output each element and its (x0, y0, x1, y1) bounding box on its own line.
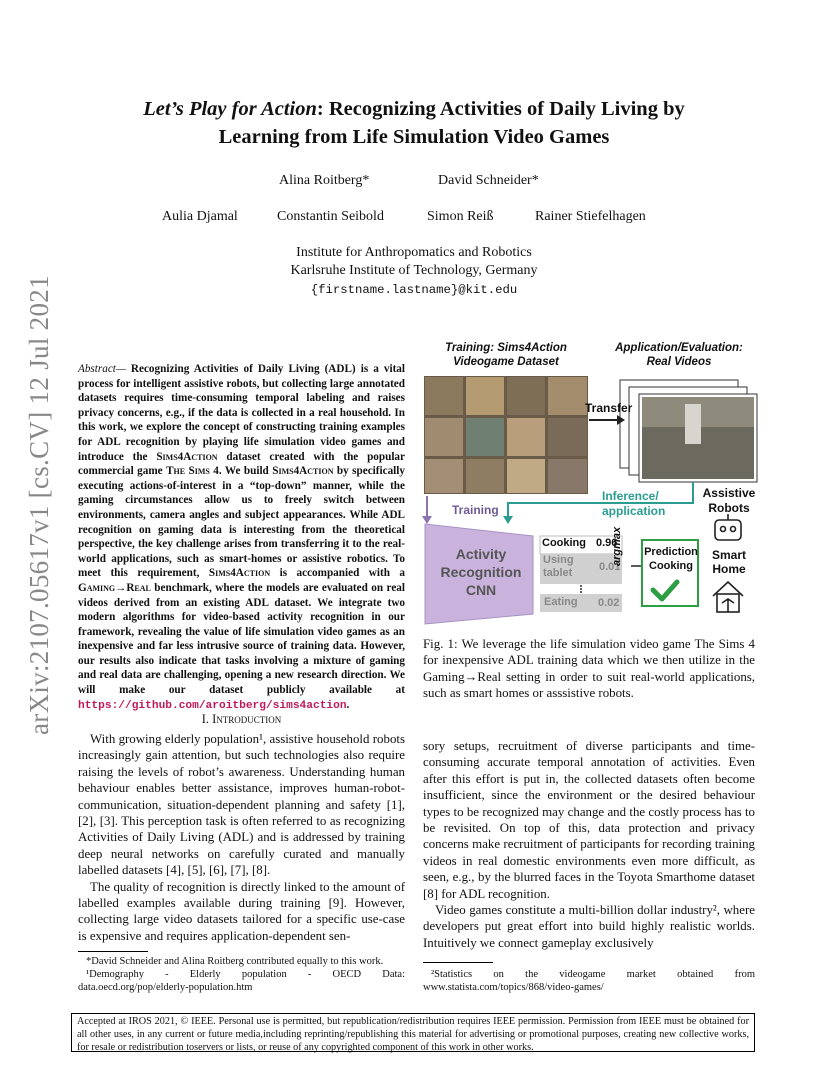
abstract: Abstract— Recognizing Activities of Daily Living (ADL) is a vital process for intelligent assistive robots, but collecting large annotated datasets requires time-consuming temporal labeling and raises privacy concerns, e.g., if the data is collected in a real household. In this work, we explore the concept of constructing training examples for ADL recognition by playing life simulation video games and introduce the Sims4Action dataset created with the popular commercial game The Sims 4. We build Sims4Action by specifically executing actions-of-interest in a “top-down” manner, while the gaming circumstances allow us to freely switch between environments, camera angles and subject appearances. While ADL recognition on gaming data is interesting from the theoretical perspective, the key challenge arises from transferring it to the real-world applications, such as smart-homes or assistive robotics. To meet this requirement, Sims4Action is accompanied with a Gaming→Real benchmark, where the models are evaluated on real videos derived from an existing ADL dataset. We integrate two modern algorithms for video-based activity recognition in our framework, revealing the value of life simulation video games as an inexpensive and far less intrusive source of training data. However, our results also indicate that tasks involving a mixture of gaming and real data are challenging, opening a new research direction. We will make our dataset publicly available at https://github.com/aroitberg/sims4action. (78, 363, 405, 712)
score-value-eating: 0.02 (598, 597, 620, 609)
real-video-frames (620, 380, 757, 482)
intro-left-column (78, 731, 405, 944)
paper-title: Let’s Play for Action: Recognizing Activities of Daily Living by Learning from Life Simulation Video Games (143, 98, 685, 148)
intro-paragraph-3: sory setups, recruitment of diverse participants and time-consuming accurate temporal annotation of activities. Even after this effort is put in, the collected datasets often become insufficient, since the environment or the desired behaviour types to be recognized may change and the costly process has to be revisited. On top of this, data protection and privacy concerns make recruitment of participants for recording training videos in real domestic environments even more difficult, as seen, e.g., by the blurred faces in the Toyota Smarthome dataset [8] for ADL recognition. (423, 739, 755, 901)
github-link[interactable]: https://github.com/aroitberg/sims4action (78, 699, 347, 712)
label-app-sub: Real Videos (646, 356, 712, 368)
author-reiss: Simon Reiß (427, 209, 494, 224)
intro-paragraph-1: With growing elderly population¹, assistive household robots increasingly gain attention, but such technologies also require raising the levels of robot’s awareness. Understanding human behaviour enables better assistance, improves human-robot-communication, situation-dependent planning and safety [1], [2], [3]. This perception task is often referred to as recognizing Activities of Daily Living (ADL) and is addressed by training deep neural networks on carefully curated and manually labelled datasets [4], [5], [6], [7], [8]. (78, 732, 405, 878)
section-heading-introduction: I. Introduction (201, 712, 282, 726)
label-application: application (602, 504, 666, 518)
prediction-label: Prediction (644, 546, 698, 558)
cnn-label-2: Recognition (440, 564, 522, 580)
author-email: {firstname.lastname}@kit.edu (310, 283, 518, 297)
cnn-label-1: Activity (455, 546, 507, 562)
affiliation-institute: Institute for Anthropomatics and Robotics (296, 245, 532, 260)
label-robots: Robots (708, 501, 750, 515)
score-label-cooking: Cooking (542, 537, 586, 549)
label-smart: Smart (711, 548, 746, 562)
score-label-eating: Eating (544, 596, 578, 608)
footnote-rule-right (423, 962, 493, 963)
author-djamal: Aulia Djamal (162, 209, 238, 224)
author-schneider: David Schneider* (438, 173, 539, 188)
score-label-tablet: Using (543, 554, 574, 566)
score-value-cooking: 0.96 (596, 537, 618, 549)
label-transfer: Transfer (585, 401, 633, 415)
author-seibold: Constantin Seibold (277, 209, 384, 224)
label-assistive: Assistive (702, 486, 756, 500)
intro-paragraph-2: The quality of recognition is directly linked to the amount of labelled examples available during training [9]. However, collecting large video datasets tailored for a specific use-case is expensive and requires application-dependent sen- (78, 879, 405, 943)
prediction-value: Cooking (649, 560, 693, 572)
affiliation-university: Karlsruhe Institute of Technology, Germany (290, 263, 538, 278)
cnn-label-3: CNN (465, 582, 497, 598)
footnote-right: ²Statistics on the videogame market obtained from www.statista.com/topics/868/video-games/ (423, 969, 755, 993)
home-icon (713, 582, 743, 612)
label-argmax: argmax (611, 526, 623, 566)
sims-image-grid (424, 376, 588, 494)
arxiv-stamp: arXiv:2107.05617v1 [cs.CV] 12 Jul 2021 (24, 275, 54, 735)
intro-right-column (423, 738, 755, 951)
label-training-sub: Videogame Dataset (453, 356, 559, 368)
author-stiefelhagen: Rainer Stiefelhagen (535, 209, 646, 224)
score-label-tablet-2: tablet (543, 567, 573, 579)
author-roitberg: Alina Roitberg* (279, 173, 370, 188)
footnote-rule-left (78, 951, 148, 952)
intro-paragraph-4: Video games constitute a multi-billion dollar industry², where developers put great effort into build highly realistic worlds. Intuitively we connect gameplay exclusively (423, 903, 755, 950)
label-training-arrow: Training (452, 503, 499, 517)
footnotes-left: *David Schneider and Alina Roitberg contributed equally to this work. ¹Demography - Elderly population - OECD Data: data.oecd.org/pop/elderly-population.htm (78, 956, 405, 993)
copyright-notice: Accepted at IROS 2021, © IEEE. Personal use is permitted, but republication/redistribution requires IEEE permission. Permission from IEEE must be obtained for all other uses, in any current or future media,including reprinting/republishing this material for advertising or promotional purposes, creating new collective works, for resale or redistribution toservers or lists, or reuse of any copyrighted component of this work in other works. (71, 1013, 755, 1052)
robot-icon (715, 514, 741, 540)
score-value-tablet: 0.01 (599, 561, 621, 573)
figure-caption: Fig. 1: We leverage the life simulation video game The Sims 4 for inexpensive ADL training data which we then utilize in the Gaming→Real setting in order to suit real-world applications, such as smart homes or asssistive robots. (423, 637, 755, 701)
label-training-title: Training: Sims4Action (445, 342, 567, 354)
label-home: Home (712, 562, 746, 576)
label-inference: Inference/ (602, 489, 659, 503)
figure-1 (421, 340, 761, 630)
label-app-title: Application/Evaluation: (615, 342, 743, 354)
